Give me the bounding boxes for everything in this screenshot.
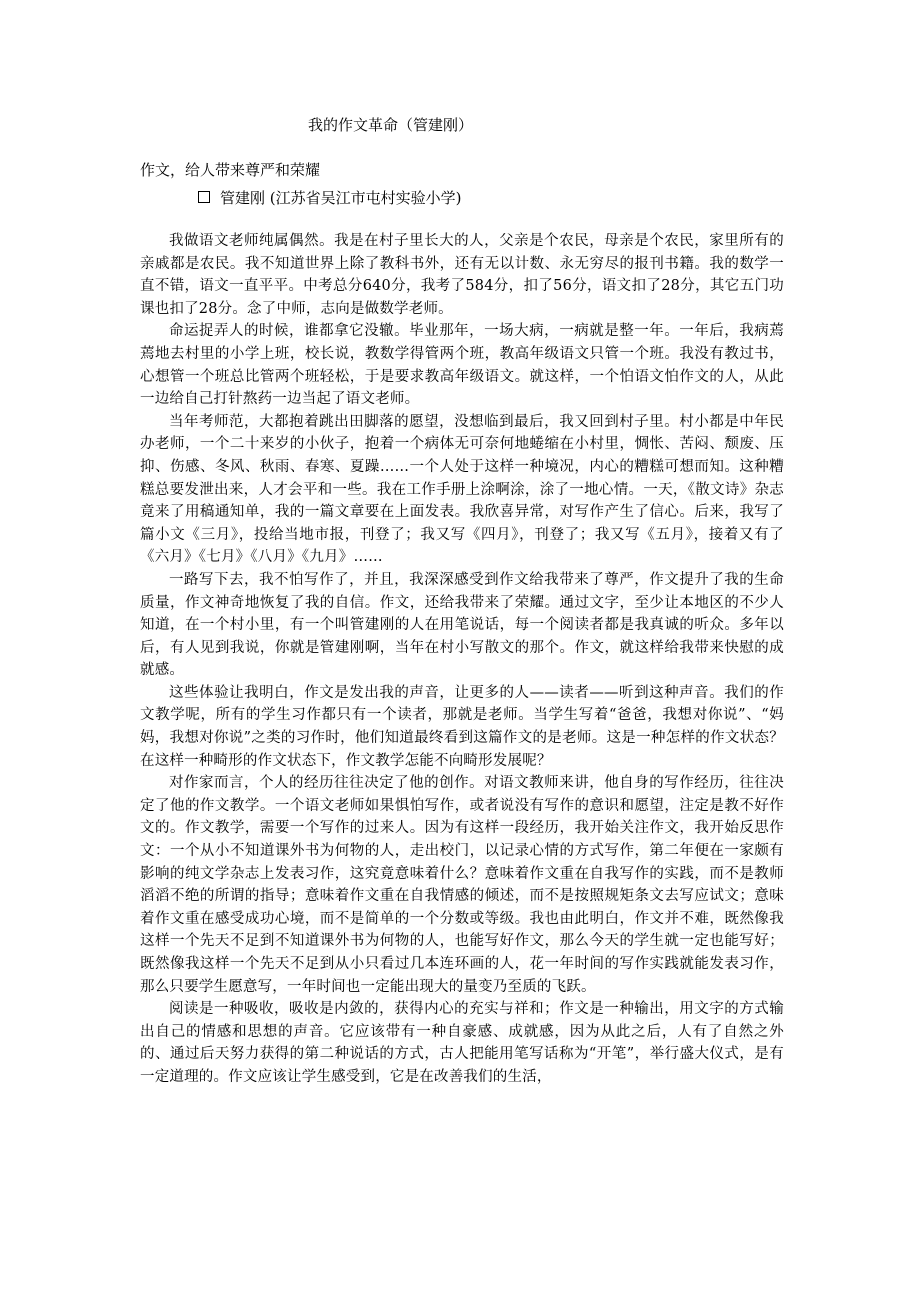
paragraph: 这些体验让我明白，作文是发出我的声音，让更多的人——读者——听到这种声音。我们的作文教学呢，所有的学生习作都只有一个读者，那就是老师。当学生写着“爸爸，我想对你说”、“妈妈，我想对你说”之类的习作时，他们知道最终看到这篇作文的是老师。这是一种怎样的作文状态？在这样一种畸形的作文状态下，作文教学怎能不向畸形发展呢？ [140, 684, 784, 769]
paragraph: 当年考师范，大都抱着跳出田脚落的愿望，没想临到最后，我又回到村子里。村小都是中年民办老师，一个二十来岁的小伙子，抱着一个病体无可奈何地蜷缩在小村里，惆怅、苦闷、颓废、压抑、伤感、冬风、秋雨、春寒、夏躁……一个人处于这样一种境况，内心的糟糕可想而知。这种糟糕总要发泄出来，人才会平和一些。我在工作手册上涂啊涂，涂了一地心情。一天，《散文诗》杂志竟来了用稿通知单，我的一篇文章要在上面发表。我欣喜异常，对写作产生了信心。后来，我写了篇小文《三月》，投给当地市报，刊登了；我又写《四月》，刊登了；我又写《五月》，接着又有了《六月》《七月》《八月》《九月》…… [140, 413, 784, 566]
document-title: 我的作文革命（管建刚） [308, 116, 474, 134]
author-line [198, 187, 461, 209]
paragraph: 一路写下去，我不怕写作了，并且，我深深感受到作文给我带来了尊严，作文提升了我的生命质量，作文神奇地恢复了我的自信。作文，还给我带来了荣耀。通过文字，至少让本地区的不少人知道，在一个村小里，有一个叫管建刚的人在用笔说话，每一个阅读者都是我真诚的听众。多年以后，有人见到我说，你就是管建刚啊，当年在村小写散文的那个。作文，就这样给我带来快慰的成就感。 [140, 571, 784, 679]
article-body [140, 230, 784, 1089]
author-name: 管建刚 (江苏省吴江市屯村实验小学) [220, 189, 462, 207]
paragraph: 对作家而言，个人的经历往往决定了他的创作。对语文教师来讲，他自身的写作经历，往往决定了他的作文教学。一个语文老师如果惧怕写作，或者说没有写作的意识和愿望，注定是教不好作文的。作文教学，需要一个写作的过来人。因为有这样一段经历，我开始关注作文，我开始反思作文：一个从小不知道课外书为何物的人，走出校门，以记录心情的方式写作，第二年便在一家颇有影响的纯文学杂志上发表习作，这究竟意味着什么？意味着作文重在自我写作的实践，而不是教师滔滔不绝的所谓的指导；意味着作文重在自我情感的倾述，而不是按照规矩条文去写应试文；意味着作文重在感受成功心境，而不是简单的一个分数或等级。我也由此明白，作文并不难，既然像我这样一个先天不足到不知道课外书为何物的人，也能写好作文，那么今天的学生就一定也能写好；既然像我这样一个先天不足到从小只看过几本连环画的人，花一年时间的写作实践就能发表习作，那么只要学生愿意写，一年时间也一定能出现大的量变乃至质的飞跃。 [140, 775, 784, 995]
paragraph: 我做语文老师纯属偶然。我是在村子里长大的人，父亲是个农民，母亲是个农民，家里所有的亲戚都是农民。我不知道世界上除了教科书外，还有无以计数、永无穷尽的报刊书籍。我的数学一直不错，语文一直平平。中考总分640分，我考了584分，扣了56分，语文扣了28分，其它五门功课也扣了28分。念了中师，志向是做数学老师。 [140, 233, 784, 317]
paragraph: 命运捉弄人的时候，谁都拿它没辙。毕业那年，一场大病，一病就是整一年。一年后，我病蔫蔫地去村里的小学上班，校长说，教数学得管两个班，教高年级语文只管一个班。我没有教过书，心想管一个班总比管两个班轻松，于是要求教高年级语文。就这样，一个怕语文怕作文的人，从此一边给自己打针熬药一边当起了语文老师。 [140, 323, 784, 408]
checkbox-square-icon [198, 191, 210, 203]
document-subtitle: 作文，给人带来尊严和荣耀 [140, 161, 321, 179]
paragraph: 阅读是一种吸收，吸收是内敛的，获得内心的充实与祥和；作文是一种输出，用文字的方式输出自己的情感和思想的声音。它应该带有一种自豪感、成就感，因为从此之后，人有了自然之外的、通过后天努力获得的第二种说话的方式，古人把能用笔写话称为“开笔”，举行盛大仪式，是有一定道理的。作文应该让学生感受到，它是在改善我们的生活， [140, 1001, 784, 1085]
